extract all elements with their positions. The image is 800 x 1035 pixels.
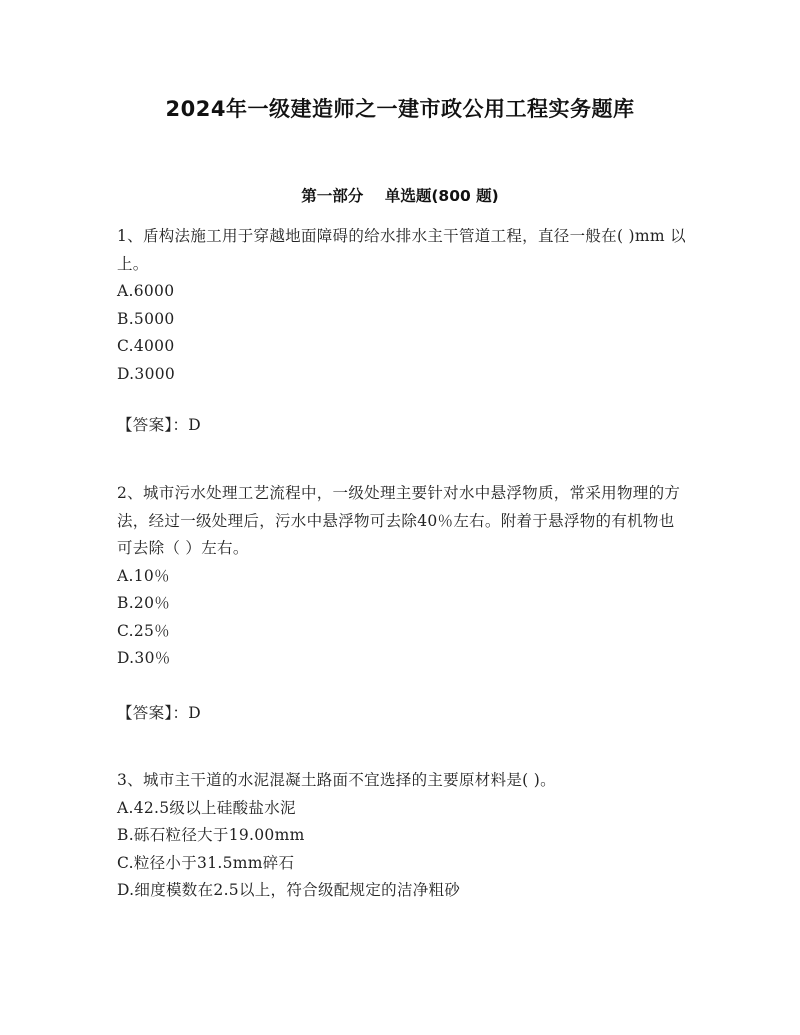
question-1-option-d: D.3000 (117, 364, 176, 383)
question-3-option-d: D.细度模数在2.5以上，符合级配规定的洁净粗砂 (117, 881, 461, 899)
question-2-stem: 2、城市污水处理工艺流程中，一级处理主要针对水中悬浮物质，常采用物理的方法，经过一级处理后，污水中悬浮物可去除40％左右。附着于悬浮物的有机物也可去除（ ）左右。 (117, 484, 681, 557)
question-2-option-c: C.25％ (117, 621, 170, 640)
question-1-option-a: A.6000 (117, 282, 175, 300)
question-3 (117, 767, 687, 905)
question-3-option-b: B.砾石粒径大于19.00mm (117, 826, 305, 844)
question-1 (117, 223, 687, 388)
question-1-option-c: C.4000 (117, 337, 175, 355)
section-title: 第一部分 单选题(800 题) (301, 187, 499, 205)
document-title: 2024年一级建造师之一建市政公用工程实务题库 (165, 97, 635, 121)
question-2 (117, 480, 687, 673)
question-2-option-d: D.30％ (117, 649, 171, 667)
question-3-option-a: A.42.5级以上硅酸盐水泥 (117, 798, 296, 817)
question-1-answer: 【答案】：D (117, 416, 201, 434)
question-2-option-b: B.20％ (117, 594, 171, 612)
question-2-option-a: A.10％ (117, 566, 170, 585)
question-1-option-b: B.5000 (117, 309, 175, 328)
question-1-stem: 1、盾构法施工用于穿越地面障碍的给水排水主干管道工程，直径一般在( )mm 以上。 (117, 227, 686, 273)
question-2-answer: 【答案】：D (117, 704, 201, 722)
question-3-option-c: C.粒径小于31.5mm碎石 (117, 853, 295, 872)
question-3-stem: 3、城市主干道的水泥混凝土路面不宜选择的主要原材料是( )。 (117, 771, 556, 789)
